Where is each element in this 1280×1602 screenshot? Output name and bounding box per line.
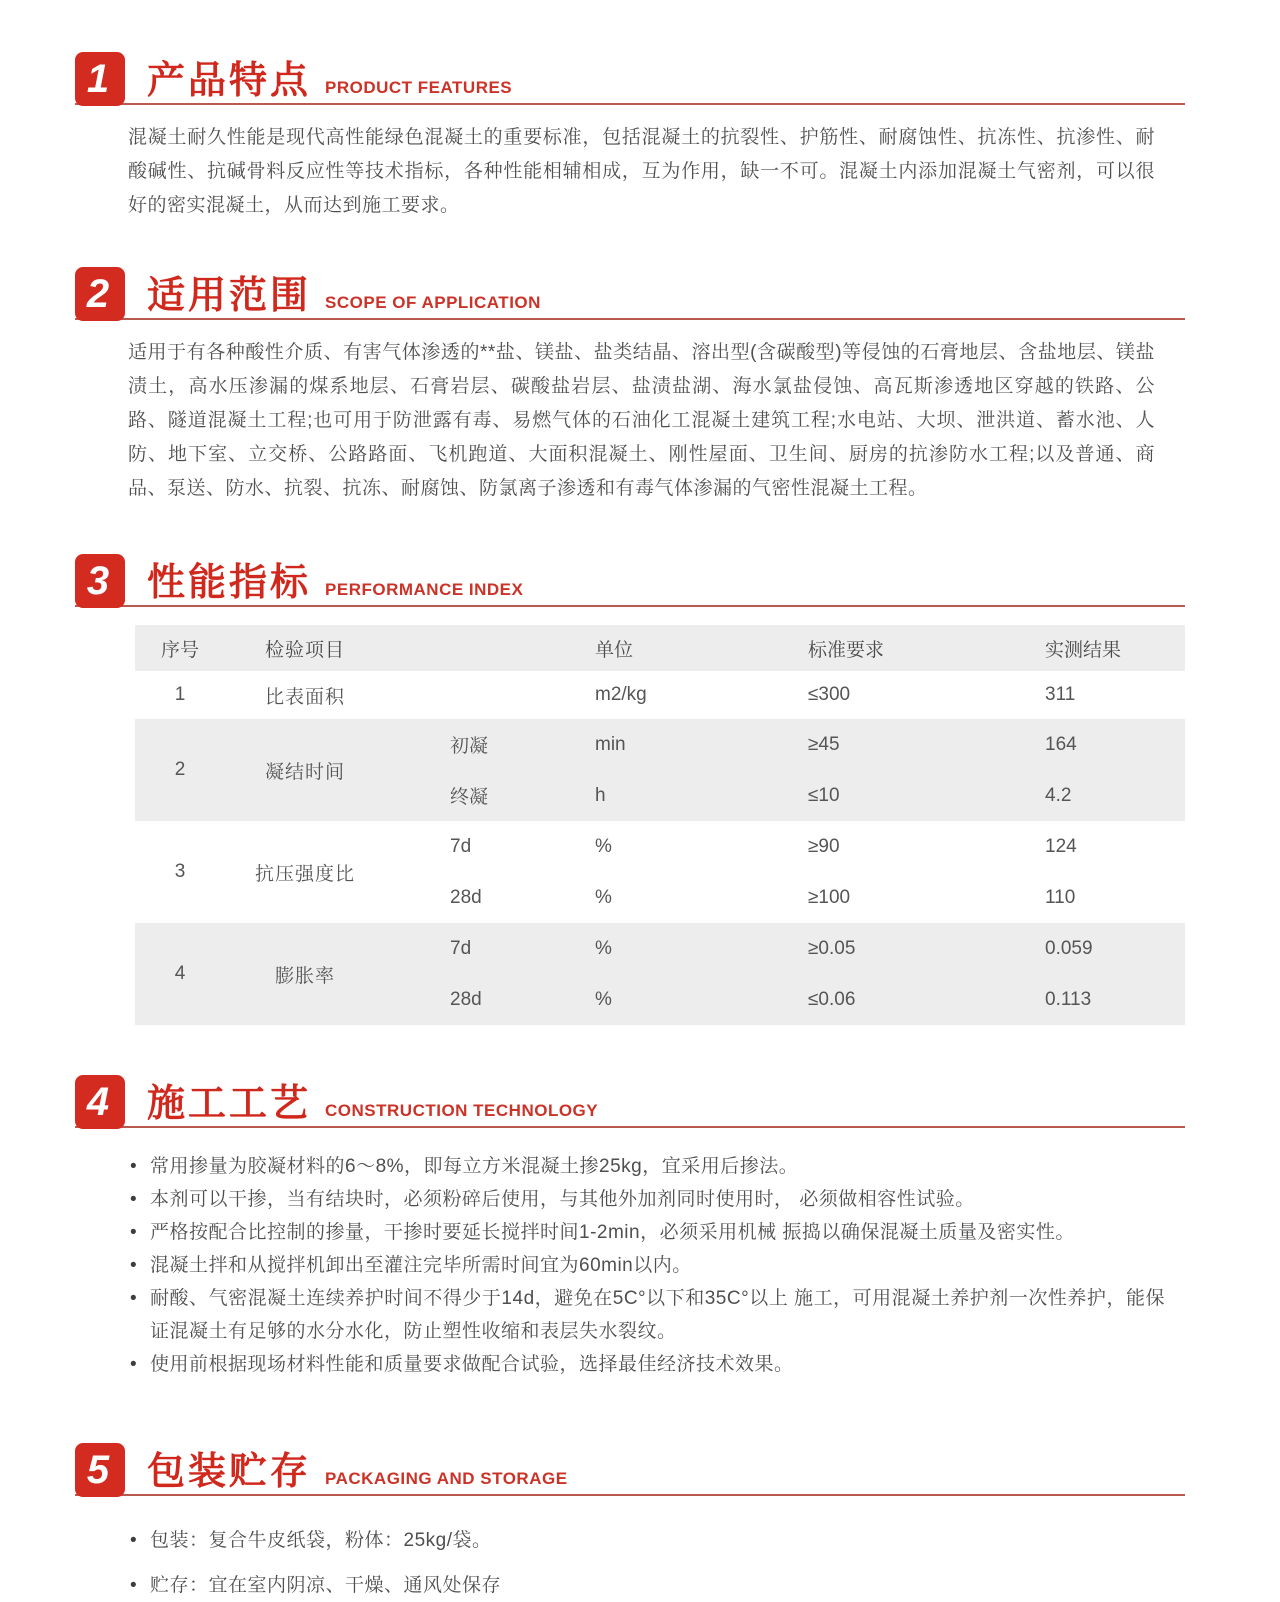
section-title-en: CONSTRUCTION TECHNOLOGY: [325, 1101, 599, 1120]
section-packaging-and-storage: [0, 1443, 1280, 1602]
table-cell: 124: [1045, 835, 1077, 857]
bullet-item: • 包装：复合牛皮纸袋，粉体：25kg/袋。: [130, 1524, 1165, 1557]
table-row: [135, 821, 1185, 923]
table-cell: 终凝: [450, 787, 489, 808]
section-scope-of-application: [0, 267, 1280, 506]
section-number-badge: 3: [75, 554, 125, 608]
table-cell: ≤10: [808, 784, 840, 806]
table-cell: 膨胀率: [274, 965, 335, 987]
table-cell: %: [595, 988, 612, 1010]
table-cell: 初凝: [450, 736, 489, 757]
table-cell: 抗压强度比: [254, 863, 355, 885]
table-cell: 3: [174, 861, 186, 882]
construction-bullet-list: [130, 1150, 1165, 1381]
table-cell: 0.113: [1045, 988, 1092, 1010]
table-cell: 比表面积: [264, 686, 345, 708]
section-product-features: [0, 52, 1280, 223]
section-number-badge: 2: [75, 267, 125, 321]
table-cell: ≤0.06: [808, 988, 856, 1010]
table-row: [135, 719, 1185, 821]
section-performance-index: [0, 554, 1280, 1025]
table-header-cell: 标准要求: [808, 639, 885, 661]
table-row: [135, 671, 1185, 719]
table-cell: 28d: [450, 988, 482, 1010]
section-heading: [75, 267, 1185, 320]
table-cell: 7d: [450, 835, 472, 857]
table-cell: 2: [174, 759, 186, 780]
table-row: [135, 923, 1185, 1025]
bullet-item: • 贮存：宜在室内阴凉、干燥、通风处保存: [130, 1569, 1165, 1602]
product-datasheet-page: [0, 52, 1280, 1596]
table-cell: h: [595, 784, 606, 806]
section-title-cn: 适用范围: [147, 275, 312, 317]
section-title-en: PACKAGING AND STORAGE: [325, 1469, 568, 1488]
table-cell: 110: [1045, 886, 1076, 908]
section-number-badge: 5: [75, 1443, 125, 1497]
table-cell: 4: [174, 963, 186, 984]
bullet-item: • 混凝土拌和从搅拌机卸出至灌注完毕所需时间宜为60min以内。: [130, 1249, 1165, 1282]
bullet-item: • 严格按配合比控制的掺量，干掺时要延长搅拌时间1-2min，必须采用机械 振捣以确保混凝土质量及密实性。: [130, 1216, 1165, 1249]
table-cell: 4.2: [1045, 784, 1072, 806]
table-cell: 7d: [450, 937, 472, 959]
table-cell: 28d: [450, 886, 482, 908]
table-cell: 311: [1045, 684, 1076, 705]
table-cell: %: [595, 886, 612, 908]
section-number-badge: 4: [75, 1075, 125, 1129]
table-cell: 164: [1045, 733, 1077, 755]
section-paragraph: 混凝土耐久性能是现代高性能绿色混凝土的重要标准，包括混凝土的抗裂性、护筋性、耐腐蚀性、抗冻性、抗渗性、耐酸碱性、抗碱骨料反应性等技术指标，各种性能相辅相成，互为作用，缺一不可。混凝土内添加混凝土气密剂，可以很好的密实混凝土，从而达到施工要求。: [128, 127, 1155, 216]
section-titles: [147, 277, 541, 318]
table-header-cell: 实测结果: [1045, 639, 1122, 661]
section-title-en: PRODUCT FEATURES: [325, 78, 513, 97]
section-construction-technology: [0, 1075, 1280, 1381]
table-header-row: [135, 625, 1185, 671]
performance-table: [135, 625, 1185, 1025]
section-heading: [75, 1075, 1185, 1128]
table-header-cell: 检验项目: [264, 639, 345, 661]
bullet-item: • 使用前根据现场材料性能和质量要求做配合试验，选择最佳经济技术效果。: [130, 1348, 1165, 1381]
table-cell: m2/kg: [595, 684, 647, 705]
section-heading: [75, 52, 1185, 105]
section-titles: [147, 564, 523, 605]
section-number-badge: 1: [75, 52, 125, 106]
section-titles: [147, 1085, 598, 1126]
table-cell: 0.059: [1045, 937, 1093, 959]
section-heading: [75, 1443, 1185, 1496]
packaging-bullet-list: [130, 1524, 1165, 1602]
section-heading: [75, 554, 1185, 607]
bullet-item: • 常用掺量为胶凝材料的6～8%，即每立方米混凝土掺25kg，宜采用后掺法。: [130, 1150, 1165, 1183]
section-titles: [147, 1453, 568, 1494]
table-cell: %: [595, 937, 612, 959]
table-cell: ≥0.05: [808, 937, 856, 959]
table-cell: ≤300: [808, 684, 851, 705]
table-cell: %: [595, 835, 612, 857]
table-header-cell: 单位: [595, 639, 634, 661]
bullet-item: • 耐酸、气密混凝土连续养护时间不得少于14d，避免在5C°以下和35C°以上 施工，可用混凝土养护剂一次性养护，能保证混凝土有足够的水分水化，防止塑性收缩和表层失水裂纹。: [130, 1282, 1165, 1348]
section-title-cn: 产品特点: [147, 60, 312, 102]
section-title-en: SCOPE OF APPLICATION: [325, 293, 541, 312]
section-title-en: PERFORMANCE INDEX: [325, 580, 524, 599]
section-titles: [147, 62, 512, 103]
table-cell: 凝结时间: [264, 761, 345, 783]
section-title-cn: 性能指标: [147, 562, 312, 604]
table-cell: ≥90: [808, 835, 840, 857]
section-title-cn: 施工工艺: [147, 1083, 312, 1125]
table-cell: ≥45: [808, 733, 840, 755]
section-paragraph: 适用于有各种酸性介质、有害气体渗透的**盐、镁盐、盐类结晶、溶出型(含碳酸型)等侵蚀的石膏地层、含盐地层、镁盐渍土，高水压渗漏的煤系地层、石膏岩层、碳酸盐岩层、盐渍盐湖、海水氯盐侵蚀、高瓦斯渗透地区穿越的铁路、公路、隧道混凝土工程;也可用于防泄露有毒、易燃气体的石油化工混凝土建筑工程;水电站、大坝、泄洪道、蓄水池、人防、地下室、立交桥、公路路面、飞机跑道、大面积混凝土、刚性屋面、卫生间、厨房的抗渗防水工程;以及普通、商品、泵送、防水、抗裂、抗冻、耐腐蚀、防氯离子渗透和有毒气体渗漏的气密性混凝土工程。: [128, 342, 1155, 499]
section-title-cn: 包装贮存: [147, 1451, 312, 1493]
table-cell: min: [595, 733, 626, 755]
table-header-cell: 序号: [160, 639, 199, 661]
table-cell: 1: [174, 684, 186, 705]
bullet-item: • 本剂可以干掺，当有结块时，必须粉碎后使用，与其他外加剂同时使用时， 必须做相容性试验。: [130, 1183, 1165, 1216]
table-cell: ≥100: [808, 886, 851, 908]
